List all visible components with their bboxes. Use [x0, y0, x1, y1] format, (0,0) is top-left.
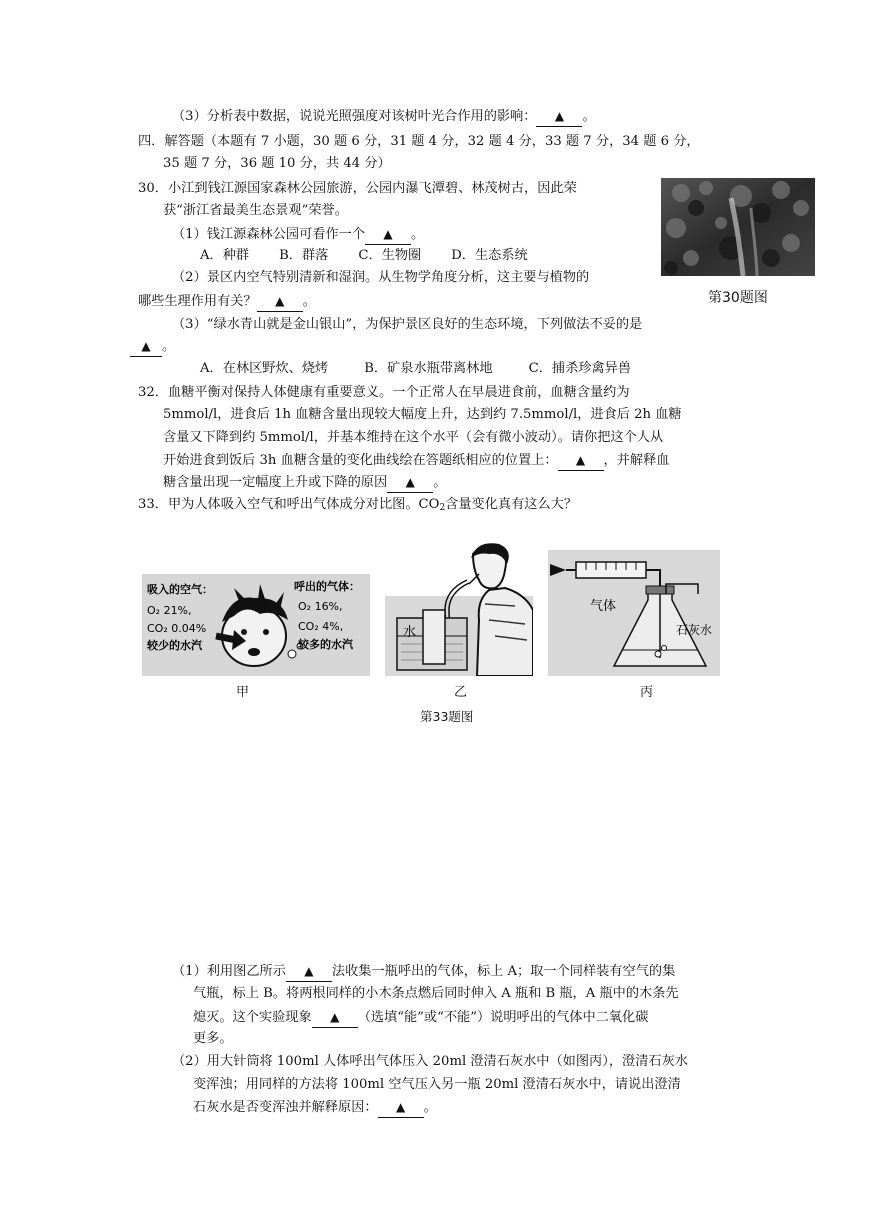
q32-line3: 含量又下降到约 5mmol/l，并基本维持在这个水平（会有微小波动）。请你把这个人从	[163, 430, 664, 445]
q30-figure-caption: 第30题图	[708, 290, 768, 306]
q33-label-yi: 乙	[454, 685, 468, 700]
limewater-label: 石灰水	[676, 623, 713, 637]
q32-line5: 糖含量出现一定幅度上升或下降的原因 ▲ 。	[163, 473, 446, 493]
inhaled-o2: O₂ 21%,	[147, 604, 192, 617]
q30-sub2-line2: 哪些生理作用有关？ ▲ 。	[138, 292, 316, 312]
q30-sub3-line1: （3）“绿水青山就是金山银山”，为保护景区良好的生态环境，下列做法不妥的是	[172, 317, 643, 332]
q32-line2: 5mmol/l，进食后 1h 血糖含量出现较大幅度上升，达到约 7.5mmol/l，进食后 2h 血糖	[163, 407, 682, 422]
q33-sub1-line1: （1）利用图乙所示 ▲ 法收集一瓶呼出的气体，标上 A；取一个同样装有空气的集	[172, 962, 675, 982]
answer-blank[interactable]: ▲	[387, 473, 433, 493]
answer-blank[interactable]: ▲	[536, 107, 582, 127]
answer-blank[interactable]: ▲	[558, 451, 604, 471]
answer-blank[interactable]: ▲	[378, 1098, 424, 1118]
answer-blank[interactable]: ▲	[365, 225, 411, 245]
exhaled-title: 呼出的气体：	[294, 580, 360, 593]
q33-label-bing: 丙	[640, 685, 654, 700]
exhaled-o2: O₂ 16%,	[298, 600, 343, 613]
answer-blank[interactable]: ▲	[286, 962, 332, 982]
q30-sub1: （1）钱江源森林公园可看作一个 ▲ 。	[172, 225, 424, 245]
answer-blank[interactable]: ▲	[312, 1008, 358, 1028]
q33-fig-bing	[548, 550, 720, 676]
inhaled-vapor: 较少的水汽	[147, 639, 202, 652]
inhaled-co2: CO₂ 0.04%	[147, 622, 207, 635]
q30-line1: 30．小江到钱江源国家森林公园旅游，公园内瀑飞潭碧、林茂树古，因此荣	[138, 181, 577, 196]
q33-line1: 33．甲为人体吸入空气和呼出气体成分对比图。$CO_2$含量变化真有这么大？	[138, 497, 578, 513]
exhaled-vapor: 较多的水汽	[298, 638, 353, 651]
q33-figure-caption: 第33题图	[420, 709, 474, 724]
q32-line1: 32．血糖平衡对保持人体健康有重要意义。一个正常人在早晨进食前，血糖含量约为	[138, 385, 630, 400]
q32-line4: 开始进食到饭后 3h 血糖含量的变化曲线绘在答题纸相应的位置上： ▲ ，并解释血	[163, 451, 669, 471]
q30-options1: A．种群 B．群落 C．生物圈 D．生态系统	[200, 248, 528, 263]
q33-sub1-line4: 更多。	[193, 1031, 233, 1046]
q30-forest-photo	[661, 178, 815, 276]
q30-line2: 获“浙江省最美生态景观”荣誉。	[163, 203, 348, 218]
q33-label-jia: 甲	[236, 685, 250, 700]
q33-sub2-line2: 变浑浊；用同样的方法将 100ml 空气压入另一瓶 20ml 澄清石灰水中，请说出澄清	[193, 1077, 681, 1092]
q33-sub1-line2: 气瓶，标上 B。将两根同样的小木条点燃后同时伸入 A 瓶和 B 瓶，A 瓶中的木条先	[193, 986, 679, 1001]
q33-sub2-line3: 石灰水是否变浑浊并解释原因： ▲ 。	[193, 1098, 437, 1118]
q33-sub1-line3: 熄灭。这个实验现象 ▲ （选填“能”或“不能”）说明呼出的气体中二氧化碳	[193, 1008, 648, 1028]
q30-sub2-line1: （2）景区内空气特别清新和湿润。从生物学角度分析，这主要与植物的	[172, 270, 590, 285]
q33-sub2-line1: （2）用大针筒将 100ml 人体呼出气体压入 20ml 澄清石灰水中（如图丙），澄清石灰水	[172, 1054, 688, 1069]
gas-label: 气体	[590, 599, 617, 614]
q30-options3: A．在林区野炊、烧烤 B．矿泉水瓶带离林地 C．捕杀珍禽异兽	[200, 361, 632, 376]
answer-blank[interactable]: ▲	[130, 337, 162, 357]
exhaled-co2: CO₂ 4%,	[298, 620, 344, 633]
q30-sub3-line2: ▲ 。	[130, 337, 175, 357]
q33-fig-yi	[385, 540, 533, 676]
prev-q3: （3）分析表中数据，说说光照强度对该树叶光合作用的影响： ▲ 。	[172, 107, 596, 127]
inhaled-title: 吸入的空气：	[147, 583, 213, 596]
q33-fig-jia	[142, 574, 370, 676]
water-label: 水	[403, 625, 417, 640]
section4-line1: 四．解答题（本题有 7 小题，30 题 6 分，31 题 4 分，32 题 4 分，33 题 7 分，34 题 6 分，	[138, 134, 700, 149]
answer-blank[interactable]: ▲	[257, 292, 303, 312]
section4-line2: 35 题 7 分，36 题 10 分，共 44 分）	[163, 156, 391, 171]
